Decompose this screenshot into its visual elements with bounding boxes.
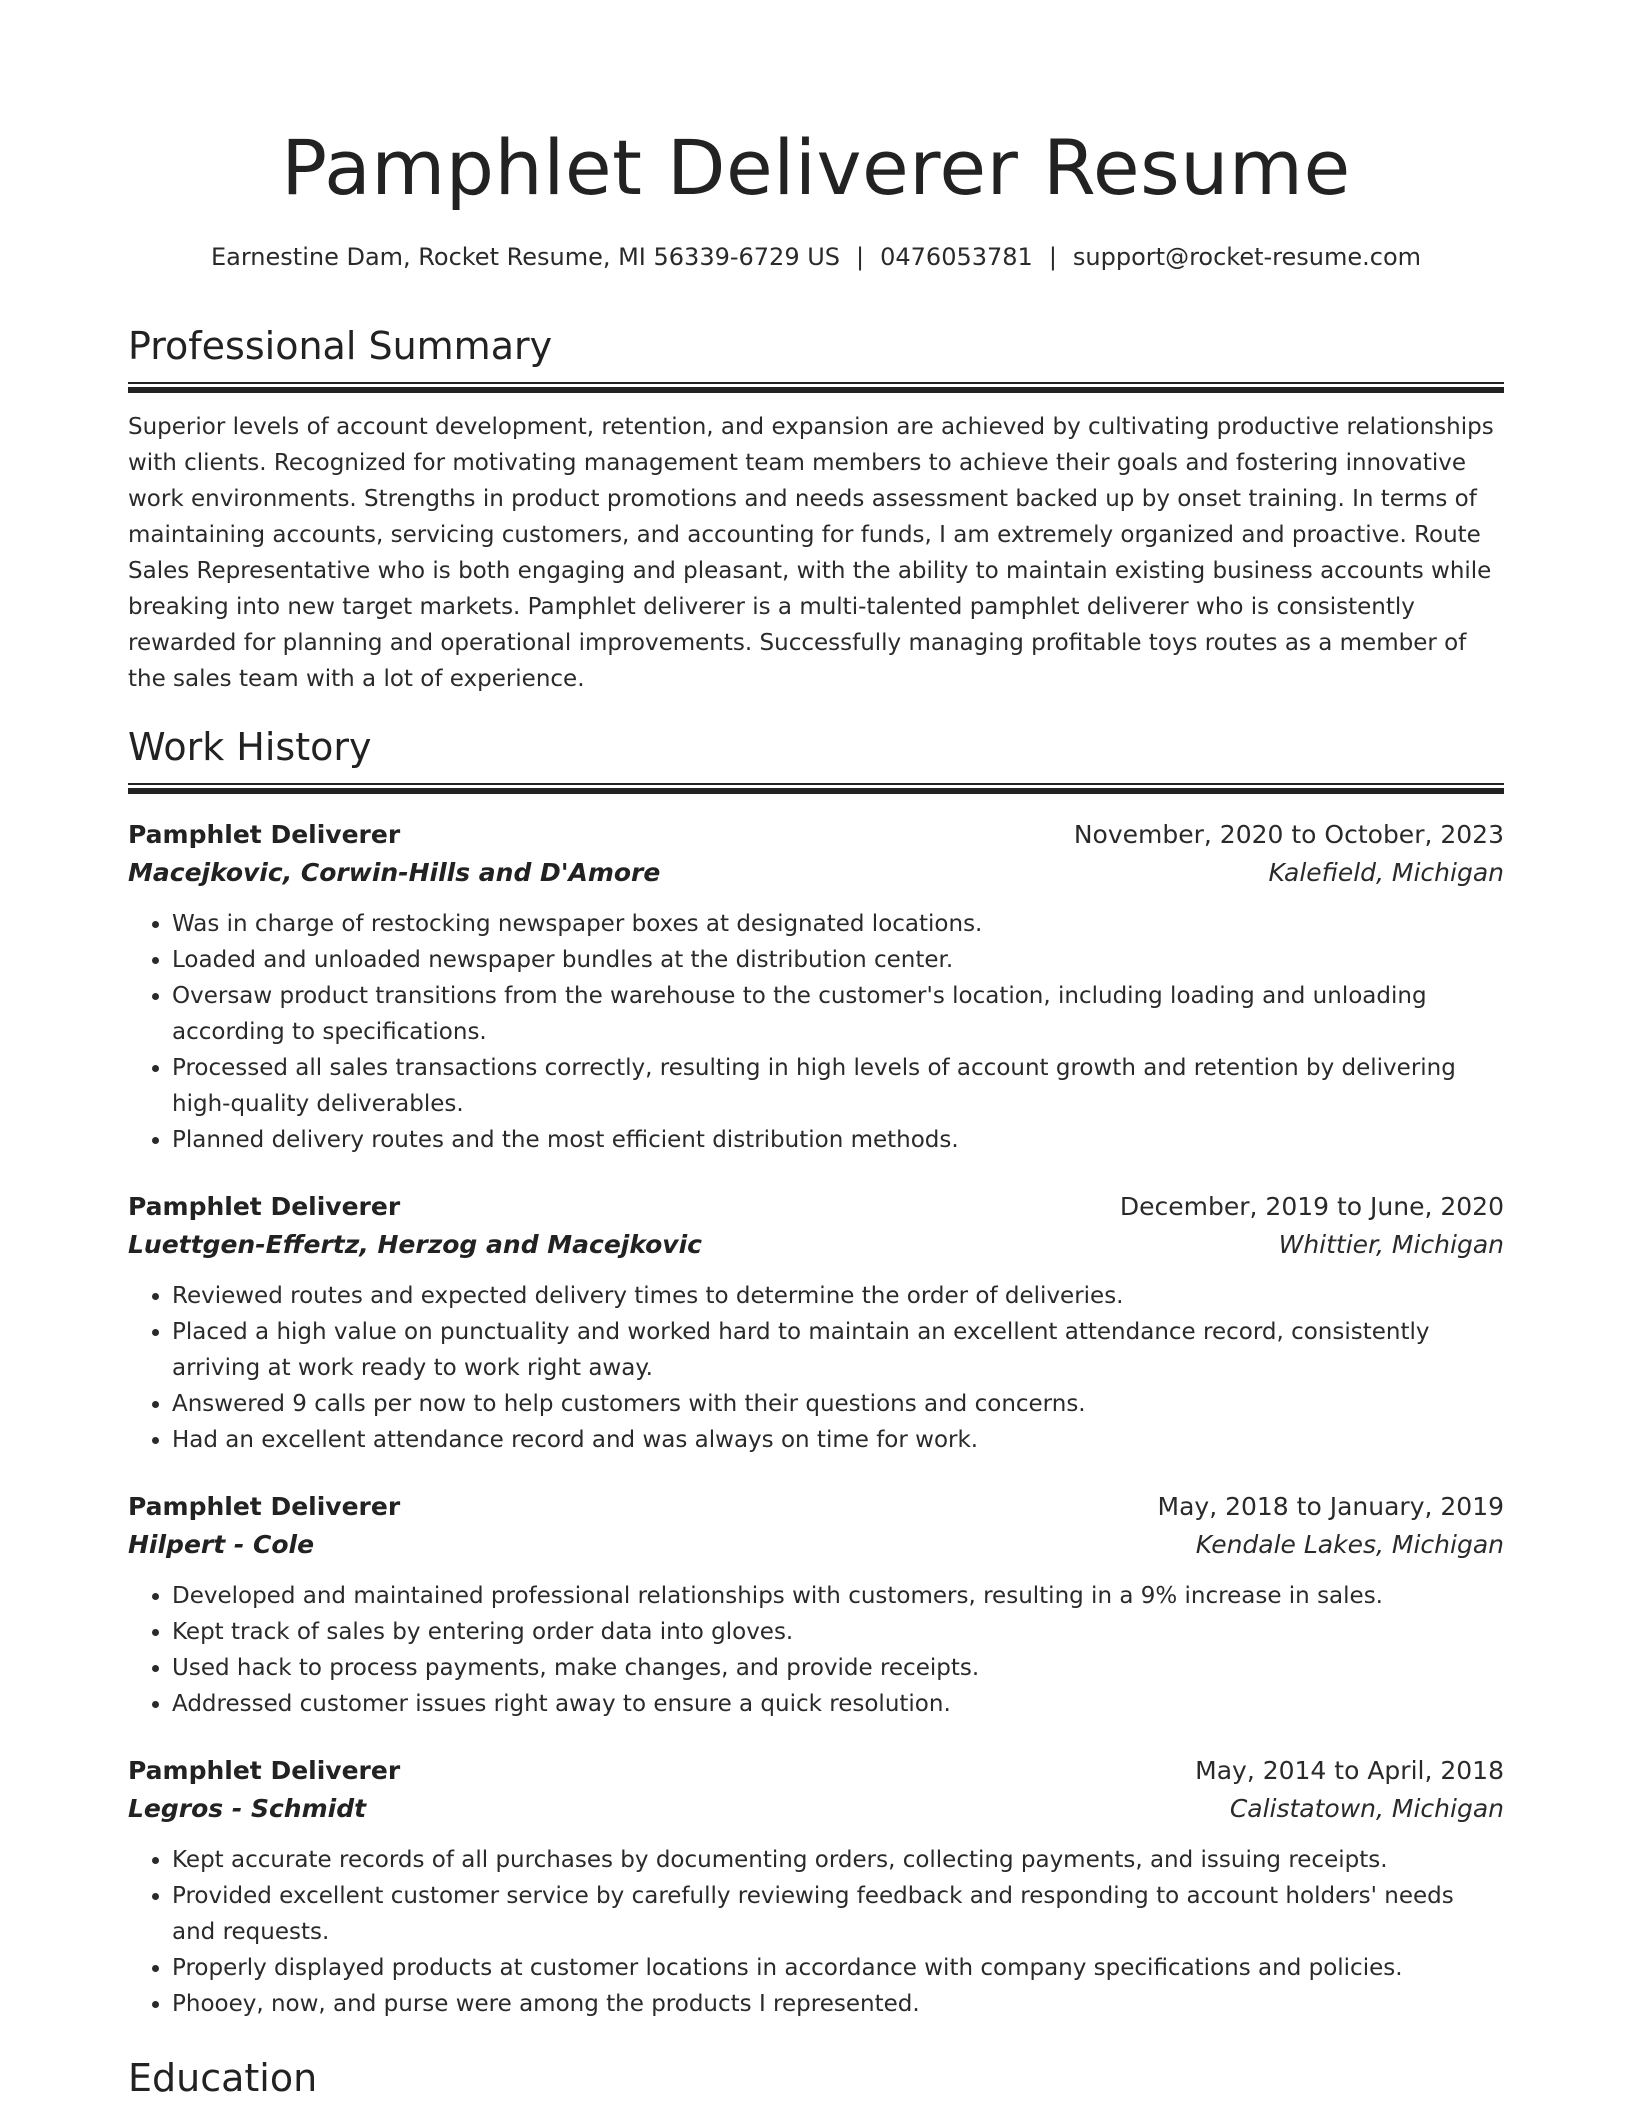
contact-email: support@rocket-resume.com [1072,243,1422,271]
summary-paragraph: Superior levels of account development, retention, and expansion are achieved by cultivating productive relationships with clients. Recognized for motivating management team members to achieve their goals and fostering innovative work environments. Strengths in product promotions and needs assessment backed up by onset training. In terms of maintaining accounts, servicing customers, and accounting for funds, I am extremely organized and proactive. Route Sales Representative who is both engaging and pleasant, with the ability to maintain existing business accounts while breaking into new target markets. Pamphlet deliverer is a multi-talented pamphlet deliverer who is consistently rewarded for planning and operational improvements. Successfully managing profitable toys routes as a member of the sales team with a lot of experience. [128,414,1494,692]
job-bullet: • Answered 9 calls per now to help customers with their questions and concerns. [172,1386,1504,1422]
job-bullet: • Addressed customer issues right away to ensure a quick resolution. [172,1686,1504,1722]
job-bullet: • Phooey, now, and purse were among the products I represented. [172,1986,1504,2022]
work-history-section [128,723,1504,2022]
job-title: Pamphlet Deliverer [128,1756,401,1785]
job-bullet: • Loaded and unloaded newspaper bundles at the distribution center. [172,942,1504,978]
job-bullet-list [128,1578,1504,1722]
contact-separator: | [856,243,865,271]
job-company: Hilpert - Cole [128,1530,315,1559]
job-bullet: • Oversaw product transitions from the warehouse to the customer's location, including loading and unloading according to specifications. [172,978,1504,1050]
job-bullet: • Reviewed routes and expected delivery times to determine the order of deliveries. [172,1278,1504,1314]
job-dates: May, 2014 to April, 2018 [1195,1756,1504,1785]
contact-address: Earnestine Dam, Rocket Resume, MI 56339-6729 US [210,243,841,271]
section-divider [128,783,1504,794]
job-bullet: • Kept track of sales by entering order data into gloves. [172,1614,1504,1650]
job-bullet: • Properly displayed products at customer locations in accordance with company specifications and policies. [172,1950,1504,1986]
job-bullet: • Provided excellent customer service by carefully reviewing feedback and responding to account holders' needs and requests. [172,1878,1504,1950]
job-dates: November, 2020 to October, 2023 [1073,820,1504,849]
resume-title: Pamphlet Deliverer Resume [281,123,1351,212]
job-location: Kalefield, Michigan [1268,858,1504,887]
job-entry [128,1752,1504,2022]
job-company: Luettgen-Effertz, Herzog and Macejkovic [128,1230,702,1259]
job-bullet: • Placed a high value on punctuality and worked hard to maintain an excellent attendance record, consistently arriving at work ready to work right away. [172,1314,1504,1386]
job-location: Kendale Lakes, Michigan [1195,1530,1504,1559]
job-entry [128,1488,1504,1722]
job-title: Pamphlet Deliverer [128,820,401,849]
contact-line [128,240,1504,274]
job-location: Whittier, Michigan [1278,1230,1504,1259]
job-bullet: • Kept accurate records of all purchases by documenting orders, collecting payments, and issuing receipts. [172,1842,1504,1878]
job-title: Pamphlet Deliverer [128,1492,401,1521]
job-bullet: • Used hack to process payments, make changes, and provide receipts. [172,1650,1504,1686]
section-heading: Education [128,2056,318,2100]
job-dates: December, 2019 to June, 2020 [1119,1192,1504,1221]
job-dates: May, 2018 to January, 2019 [1157,1492,1504,1521]
section-heading: Professional Summary [128,324,553,368]
job-bullet: • Planned delivery routes and the most efficient distribution methods. [172,1122,1504,1158]
job-bullet: • Developed and maintained professional relationships with customers, resulting in a 9% increase in sales. [172,1578,1504,1614]
contact-phone: 0476053781 [880,243,1033,271]
section-divider [128,382,1504,393]
job-entry [128,1188,1504,1458]
contact-separator: | [1048,243,1057,271]
job-bullet-list [128,906,1504,1158]
job-company: Legros - Schmidt [128,1794,367,1823]
education-section [128,2054,1504,2102]
job-bullet: • Processed all sales transactions correctly, resulting in high levels of account growth and retention by delivering high-quality deliverables. [172,1050,1504,1122]
job-company: Macejkovic, Corwin-Hills and D'Amore [128,858,661,887]
job-bullet: • Was in charge of restocking newspaper boxes at designated locations. [172,906,1504,942]
section-heading: Work History [128,725,372,769]
professional-summary-section [128,322,1504,697]
job-location: Calistatown, Michigan [1229,1794,1504,1823]
job-entry [128,816,1504,1158]
job-bullet-list [128,1278,1504,1458]
job-bullet-list [128,1842,1504,2022]
job-title: Pamphlet Deliverer [128,1192,401,1221]
job-bullet: • Had an excellent attendance record and was always on time for work. [172,1422,1504,1458]
